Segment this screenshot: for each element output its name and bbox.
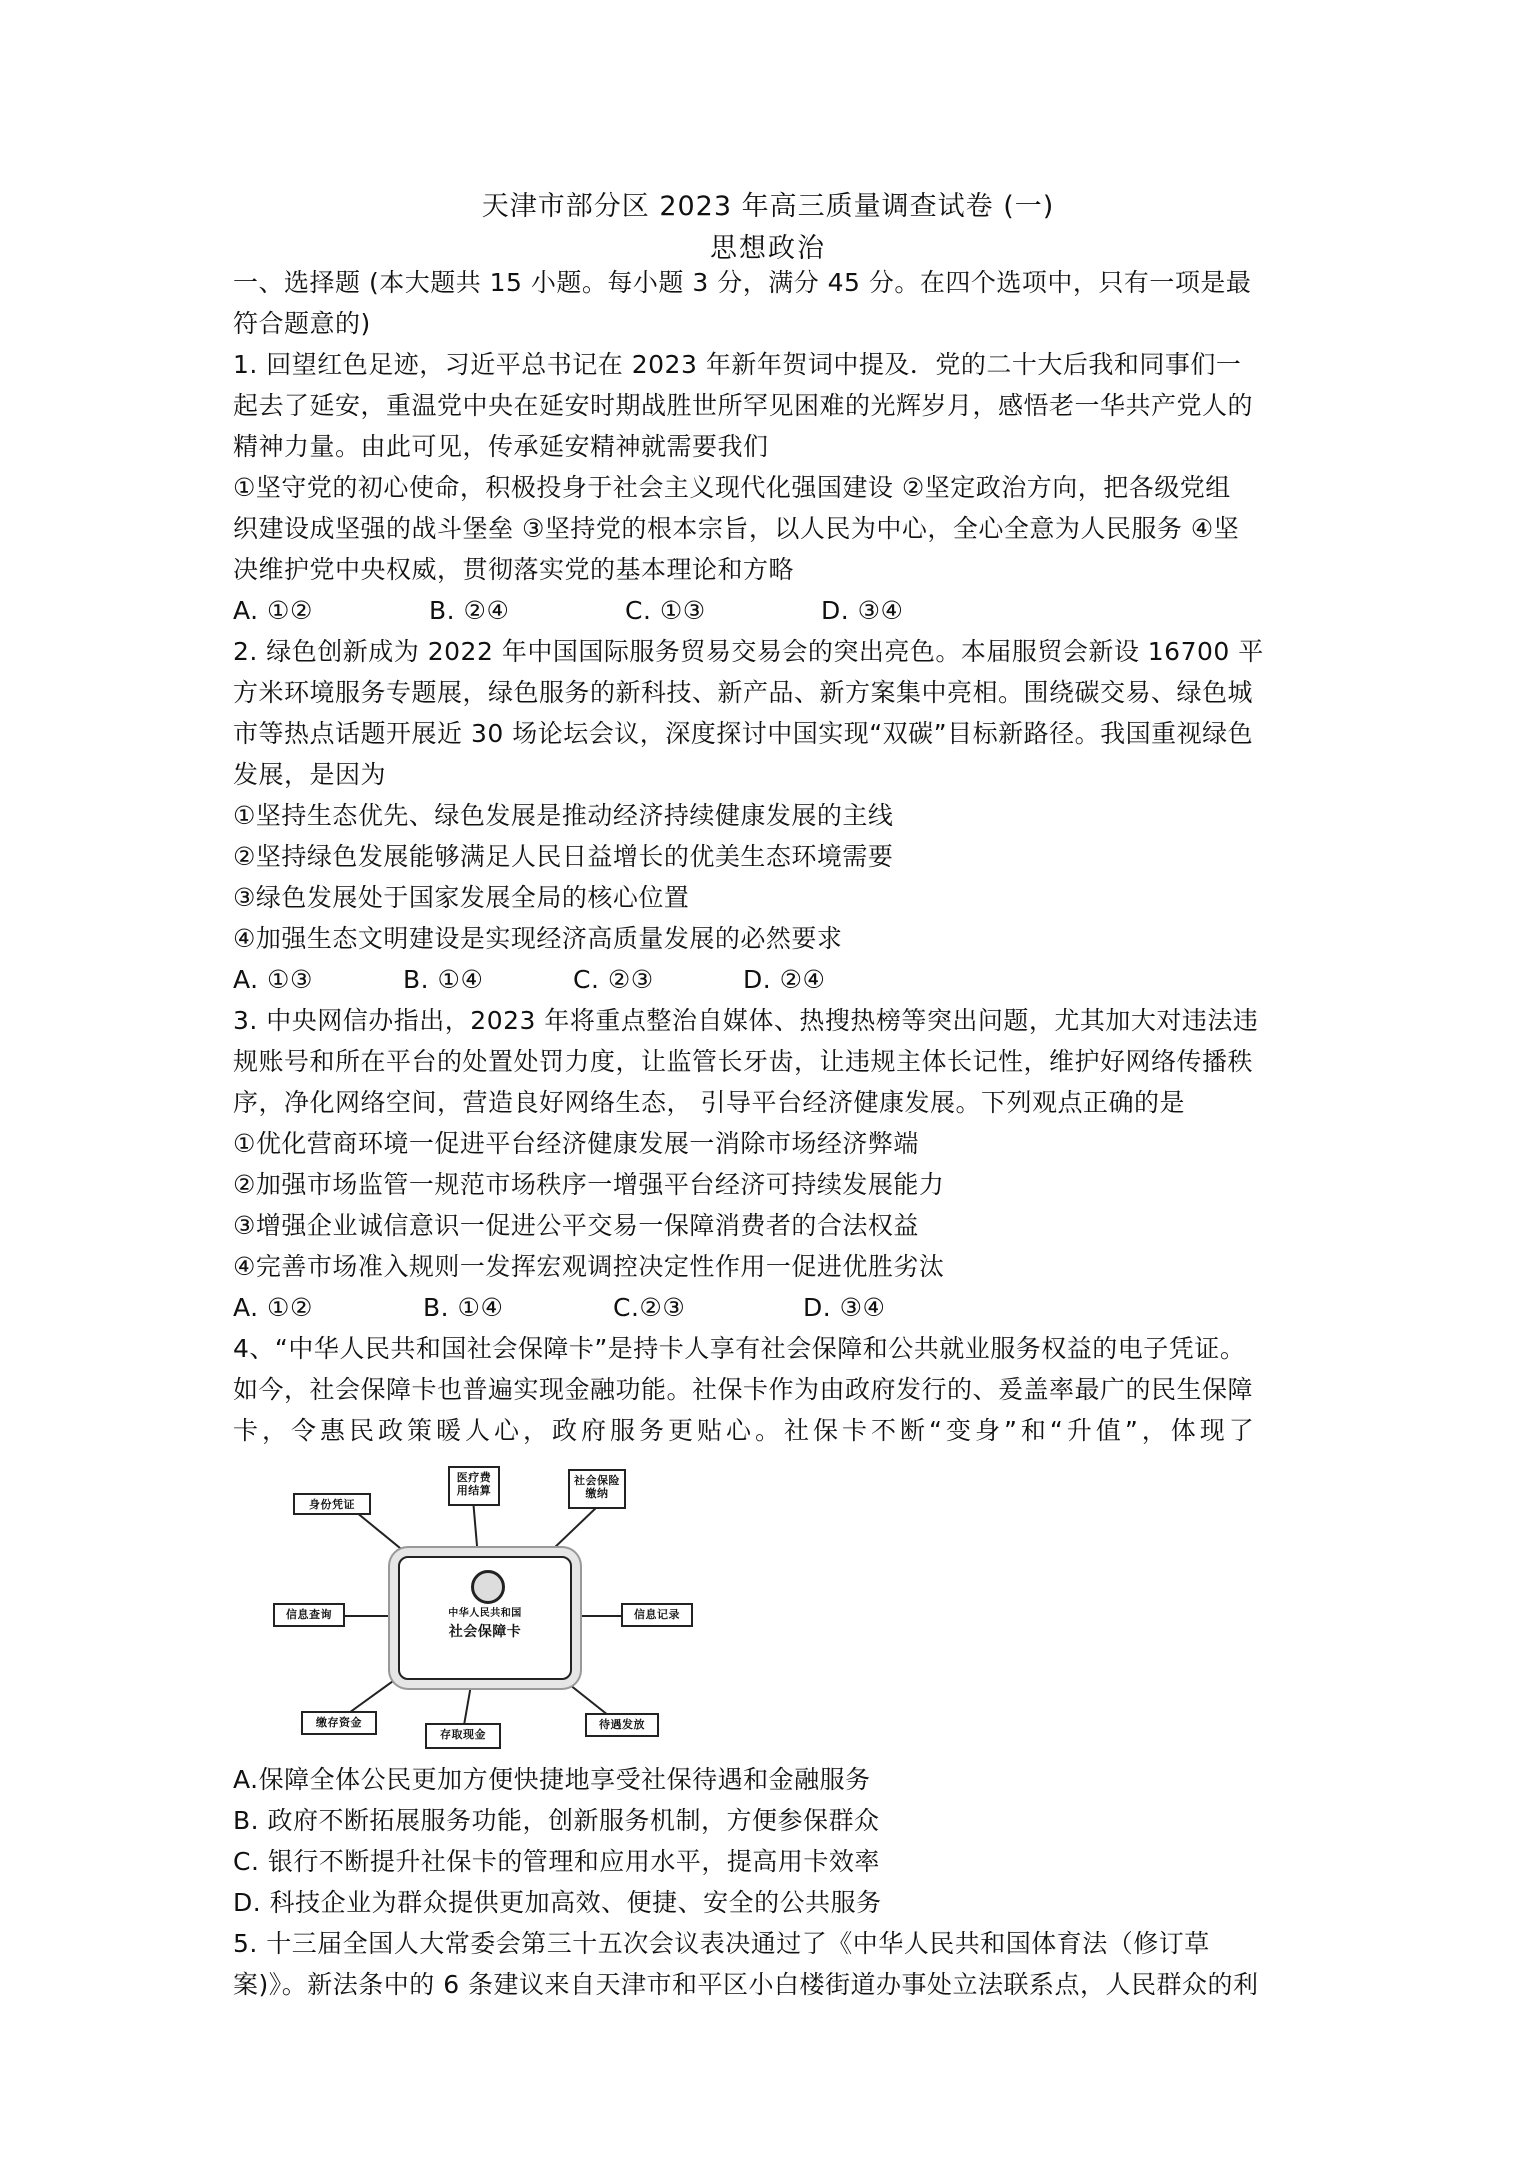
q4-stem-line: 4、“中华人民共和国社会保障卡”是持卡人享有社会保障和公共就业服务权益的电子凭证。: [233, 1334, 1246, 1363]
exam-subject: 思想政治: [710, 233, 826, 264]
section-heading-cont: 符合题意的): [233, 309, 371, 338]
national-emblem-icon: [471, 1570, 505, 1604]
question-4: [233, 1328, 1318, 1923]
q1-stem-line: 1. 回望红色足迹，习近平总书记在 2023 年新年贺词中提及．党的二十大后我和同事们一: [233, 350, 1242, 379]
exam-title: 天津市部分区 2023 年高三质量调查试卷 (一): [481, 191, 1055, 222]
q4-option-d: D. 科技企业为群众提供更加高效、便捷、安全的公共服务: [233, 1888, 882, 1917]
q5-stem-line: 5. 十三届全国人大常委会第三十五次会议表决通过了《中华人民共和国体育法（修订草: [233, 1929, 1210, 1958]
q3-option-c: C.②③: [613, 1293, 686, 1322]
q2-options: [233, 959, 1318, 1000]
q5-stem-line: 案)》。新法条中的 6 条建议来自天津市和平区小白楼街道办事处立法联系点，人民群众的利: [233, 1970, 1259, 1999]
q2-stem-line: 方米环境服务专题展，绿色服务的新科技、新产品、新方案集中亮相。围绕碳交易、绿色城: [233, 678, 1254, 707]
section-heading: 一、选择题 (本大题共 15 小题。每小题 3 分，满分 45 分。在四个选项中，只有一项是最: [233, 268, 1252, 297]
q2-option-c: C. ②③: [573, 965, 654, 994]
q3-item-line: ①优化营商环境一促进平台经济健康发展一消除市场经济弊端: [233, 1129, 919, 1158]
q4-stem-line: 卡，令惠民政策暖人心，政府服务更贴心。社保卡不断“变身”和“升值”，体现了: [233, 1416, 1258, 1445]
q1-stem-line: 起去了延安，重温党中央在延安时期战胜世所罕见困难的光辉岁月，感悟老一华共产党人的: [233, 391, 1254, 420]
social-security-card-diagram: [273, 1461, 703, 1751]
q4-option-c: C. 银行不断提升社保卡的管理和应用水平，提高用卡效率: [233, 1847, 880, 1876]
question-2: [233, 631, 1318, 1000]
q3-option-d: D. ③④: [803, 1293, 886, 1322]
q1-option-d: D. ③④: [821, 596, 904, 625]
q1-item-line: 决维护党中央权威，贯彻落实党的基本理论和方略: [233, 555, 795, 584]
q4-option-b: B. 政府不断拓展服务功能，创新服务机制，方便参保群众: [233, 1806, 880, 1835]
q2-item-line: ①坚持生态优先、绿色发展是推动经济持续健康发展的主线: [233, 801, 894, 830]
q3-item-line: ②加强市场监管一规范市场秩序一增强平台经济可持续发展能力: [233, 1170, 945, 1199]
q4-stem-line: 如今，社会保障卡也普遍实现金融功能。社保卡作为由政府发行的、爰盖率最广的民生保障: [233, 1375, 1254, 1404]
diagram-box-info-query: 信息查询: [273, 1603, 345, 1627]
diagram-box-deposit: 缴存资金: [301, 1711, 377, 1735]
q2-stem-line: 发展，是因为: [233, 760, 387, 789]
q2-item-line: ③绿色发展处于国家发展全局的核心位置: [233, 883, 690, 912]
q2-option-b: B. ①④: [403, 965, 484, 994]
q1-option-a: A. ①②: [233, 596, 313, 625]
diagram-box-benefit: 待遇发放: [585, 1713, 659, 1737]
q4-option-a: A.保障全体公民更加方便快捷地享受社保待遇和金融服务: [233, 1765, 871, 1794]
question-1: [233, 344, 1318, 631]
q2-stem-line: 2. 绿色创新成为 2022 年中国国际服务贸易交易会的突出亮色。本届服贸会新设 16700 平: [233, 637, 1264, 666]
q3-option-a: A. ①②: [233, 1293, 313, 1322]
q3-option-b: B. ①④: [423, 1293, 504, 1322]
q3-options: [233, 1287, 1318, 1328]
social-security-card: [398, 1556, 572, 1680]
q3-stem-line: 3. 中央网信办指出，2023 年将重点整治自媒体、热搜热榜等突出问题，尤其加大对违法违: [233, 1006, 1259, 1035]
q1-option-b: B. ②④: [429, 596, 510, 625]
diagram-box-insurance: 社会保险缴纳: [568, 1469, 626, 1509]
q3-stem-line: 序，净化网络空间，营造良好网络生态， 引导平台经济健康发展。下列观点正确的是: [233, 1088, 1185, 1117]
exam-body: [233, 262, 1318, 2005]
card-title-text: 社会保障卡: [448, 1624, 522, 1640]
q1-options: [233, 590, 1318, 631]
diagram-box-medical: 医疗费用结算: [448, 1466, 500, 1506]
q2-stem-line: 市等热点话题开展近 30 场论坛会议，深度探讨中国实现“双碳”目标新路径。我国重视绿色: [233, 719, 1254, 748]
q2-option-a: A. ①③: [233, 965, 313, 994]
q1-item-line: 织建设成坚强的战斗堡垒 ③坚持党的根本宗旨，以人民为中心，全心全意为人民服务 ④坚: [233, 514, 1240, 543]
q2-option-d: D. ②④: [743, 965, 826, 994]
q3-item-line: ③增强企业诚信意识一促进公平交易一保障消费者的合法权益: [233, 1211, 919, 1240]
card-issuer-text: 中华人民共和国: [448, 1608, 522, 1619]
question-3: [233, 1000, 1318, 1328]
q2-item-line: ④加强生态文明建设是实现经济高质量发展的必然要求: [233, 924, 843, 953]
question-5: [233, 1923, 1318, 2005]
q2-item-line: ②坚持绿色发展能够满足人民日益增长的优美生态环境需要: [233, 842, 894, 871]
q1-option-c: C. ①③: [625, 596, 706, 625]
q1-stem-line: 精神力量。由此可见，传承延安精神就需要我们: [233, 432, 769, 461]
q3-stem-line: 规账号和所在平台的处置处罚力度，让监管长牙齿，让违规主体长记性，维护好网络传播秩: [233, 1047, 1254, 1076]
diagram-box-cash: 存取现金: [425, 1723, 501, 1749]
q1-item-line: ①坚守党的初心使命，积极投身于社会主义现代化强国建设 ②坚定政治方向，把各级党组: [233, 473, 1231, 502]
q3-item-line: ④完善市场准入规则一发挥宏观调控决定性作用一促进优胜劣汰: [233, 1252, 945, 1281]
diagram-box-info-record: 信息记录: [621, 1603, 693, 1627]
diagram-box-id-credential: 身份凭证: [293, 1493, 371, 1515]
